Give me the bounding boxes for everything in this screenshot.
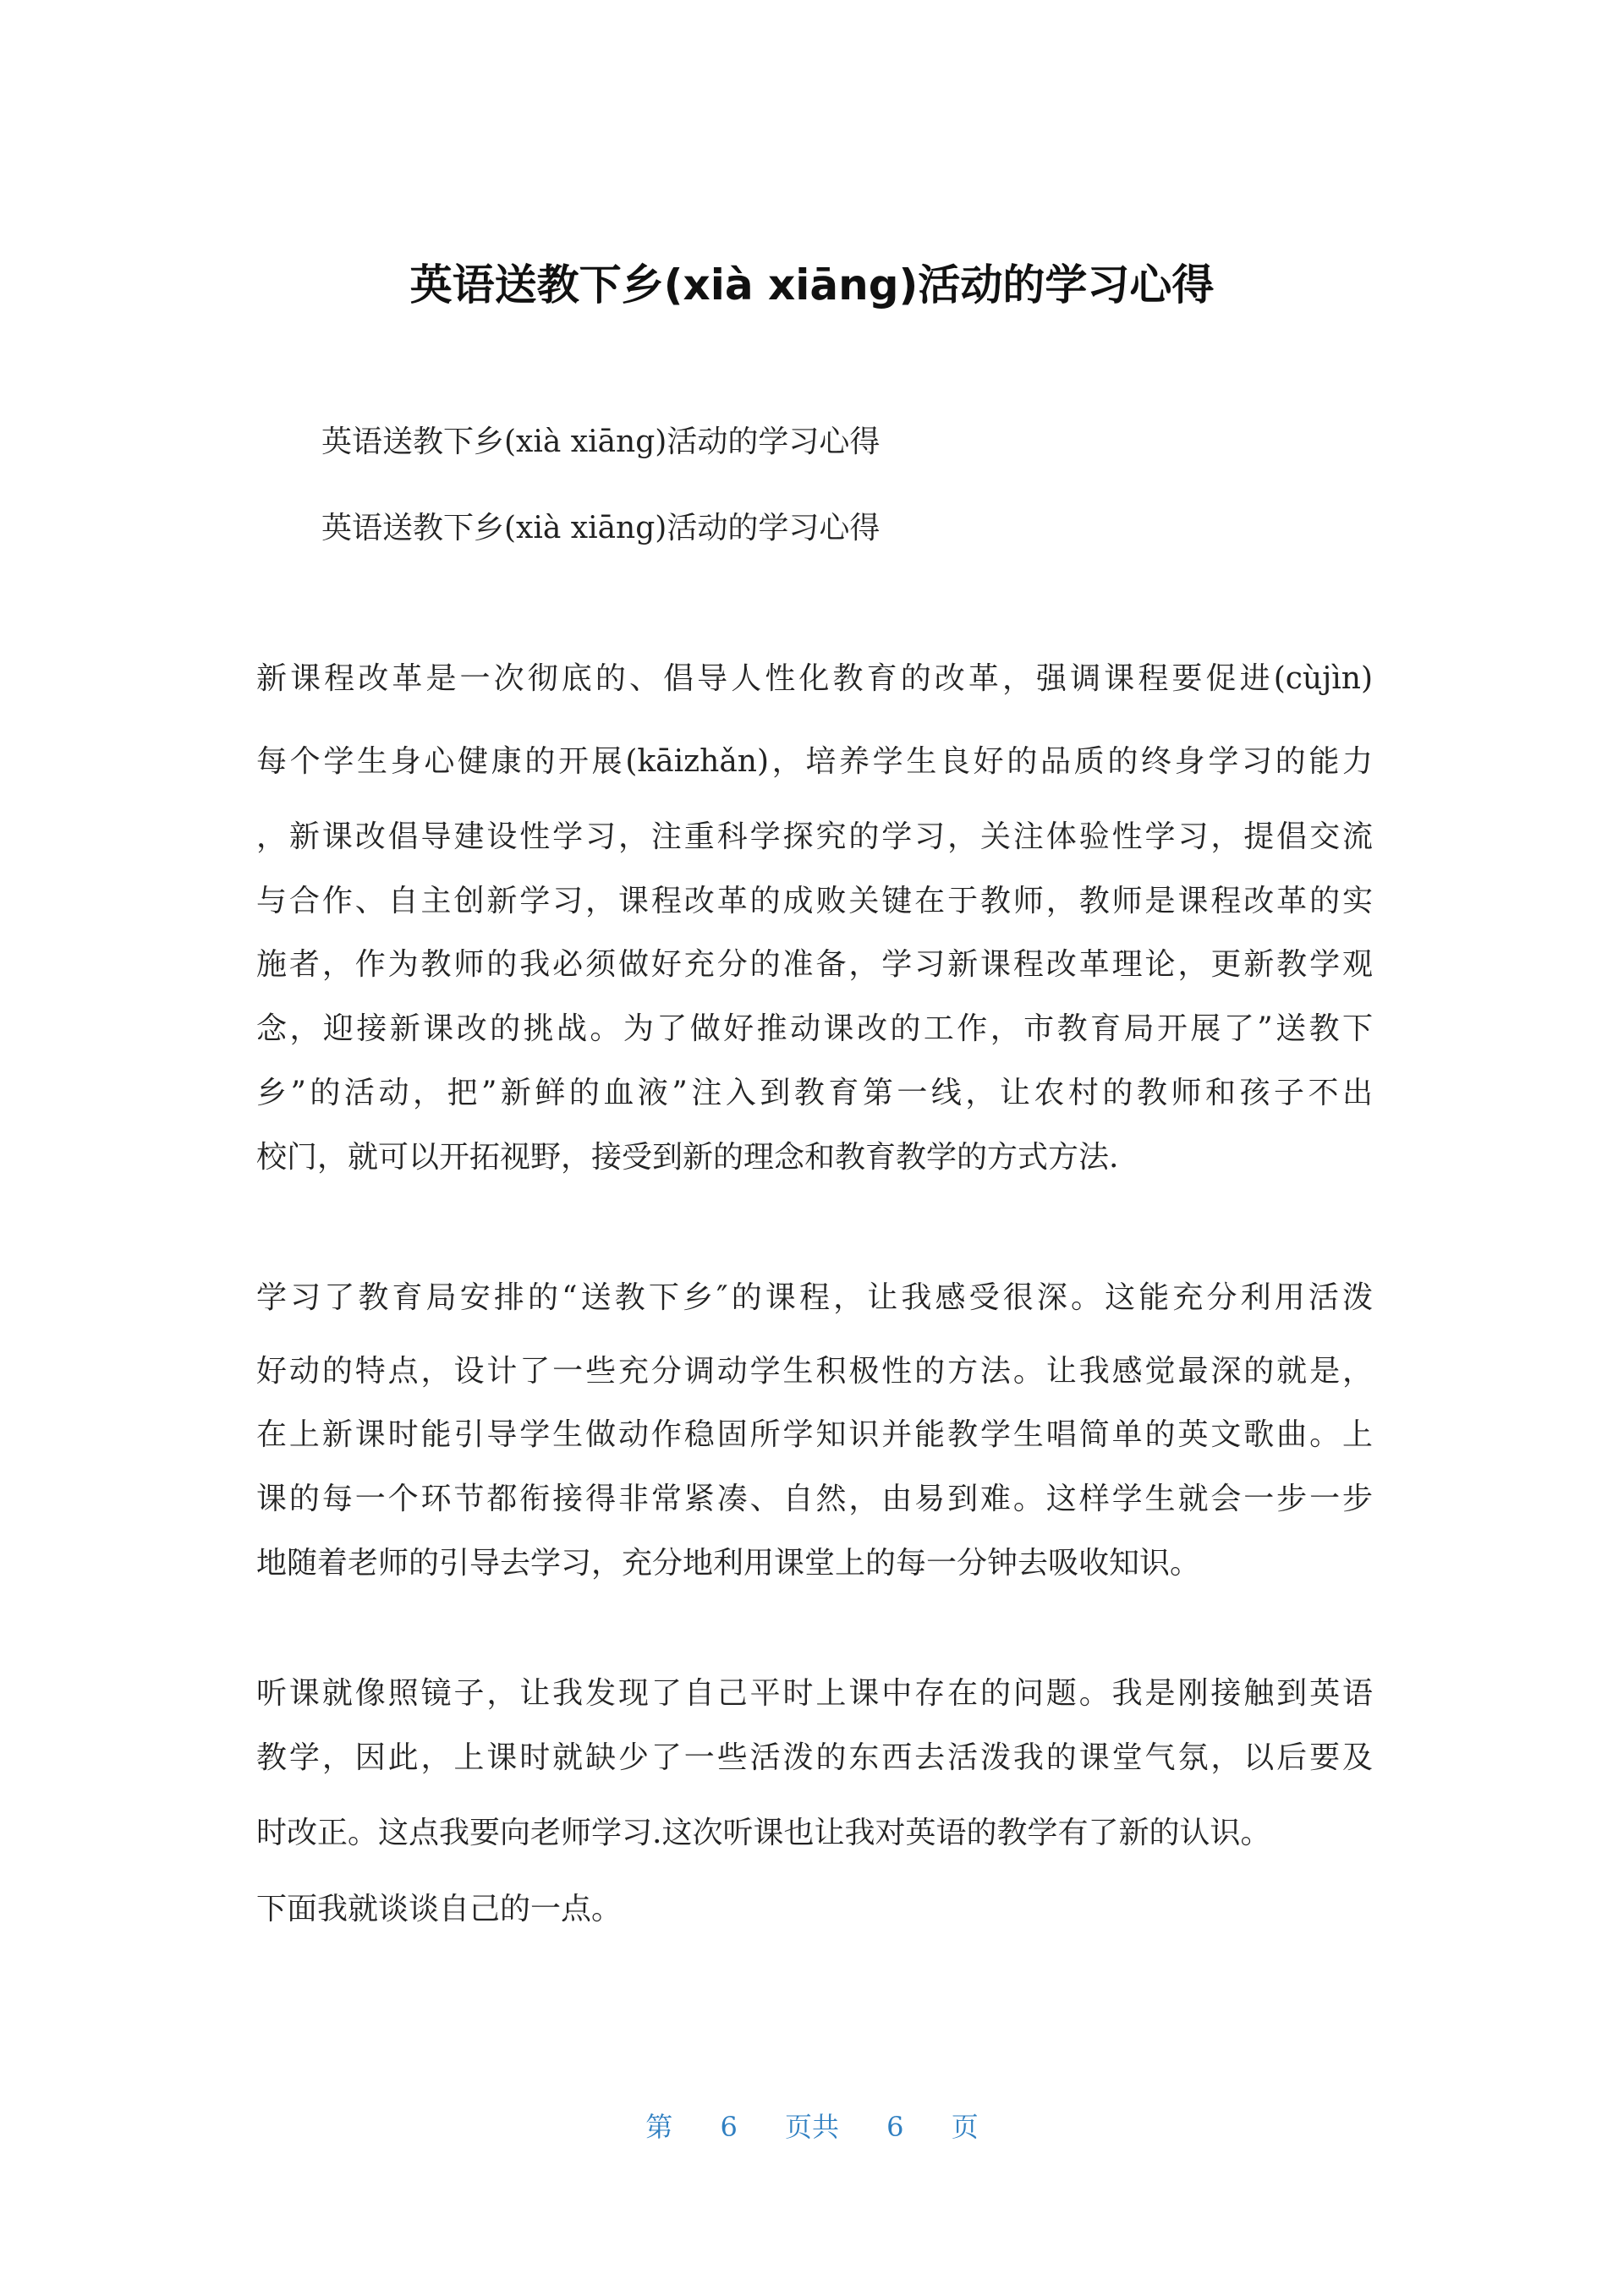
paragraph-line: 施者，作为教师的我必须做好充分的准备，学习新课程改革理论，更新教学观 [256, 947, 1373, 982]
footer-page-number: 6 [720, 2111, 738, 2143]
paragraph-line: 在上新课时能引导学生做动作稳固所学知识并能教学生唱简单的英文歌曲。上 [256, 1417, 1373, 1452]
subtitle-line-2: 英语送教下乡(xià xiāng)活动的学习心得 [321, 511, 881, 545]
paragraph-line: ，新课改倡导建设性学习，注重科学探究的学习，关注体验性学习，提倡交流 [256, 819, 1373, 854]
paragraph-line: 下面我就谈谈自己的一点。 [256, 1892, 623, 1926]
footer-mid: 页共 [784, 2111, 839, 2143]
footer-suffix: 页 [951, 2111, 979, 2143]
paragraph-line: 地随着老师的引导去学习，充分地利用课堂上的每一分钟去吸收知识。 [256, 1546, 1201, 1581]
footer-prefix: 第 [645, 2111, 673, 2143]
paragraph-line: 新课程改革是一次彻底的、倡导人性化教育的改革，强调课程要促进(cùjìn) [256, 661, 1373, 696]
page-footer [0, 2108, 1624, 2145]
paragraph-line: 乡”的活动，把”新鲜的血液”注入到教育第一线，让农村的教师和孩子不出 [256, 1076, 1373, 1110]
paragraph-line: 每个学生身心健康的开展(kāizhǎn)，培养学生良好的品质的终身学习的能力 [256, 744, 1373, 779]
paragraph-line: 好动的特点，设计了一些充分调动学生积极性的方法。让我感觉最深的就是， [256, 1354, 1373, 1389]
document-title: 英语送教下乡(xià xiāng)活动的学习心得 [409, 260, 1215, 310]
paragraph-line: 念，迎接新课改的挑战。为了做好推动课改的工作，市教育局开展了”送教下 [256, 1011, 1373, 1046]
footer-page-total: 6 [886, 2111, 904, 2143]
subtitle-line-1: 英语送教下乡(xià xiāng)活动的学习心得 [321, 425, 881, 459]
paragraph-line: 与合作、自主创新学习，课程改革的成败关键在于教师，教师是课程改革的实 [256, 884, 1373, 918]
paragraph-line: 听课就像照镜子，让我发现了自己平时上课中存在的问题。我是刚接触到英语 [256, 1676, 1373, 1711]
paragraph-line: 课的每一个环节都衔接得非常紧凑、自然，由易到难。这样学生就会一步一步 [256, 1482, 1373, 1516]
paragraph-line: 教学，因此，上课时就缺少了一些活泼的东西去活泼我的课堂气氛，以后要及 [256, 1740, 1373, 1775]
paragraph-line: 学习了教育局安排的“送教下乡″的课程，让我感受很深。这能充分利用活泼 [256, 1280, 1373, 1315]
paragraph-line: 校门，就可以开拓视野，接受到新的理念和教育教学的方式方法. [256, 1140, 1119, 1175]
paragraph-line: 时改正。这点我要向老师学习.这次听课也让我对英语的教学有了新的认识。 [256, 1816, 1271, 1850]
